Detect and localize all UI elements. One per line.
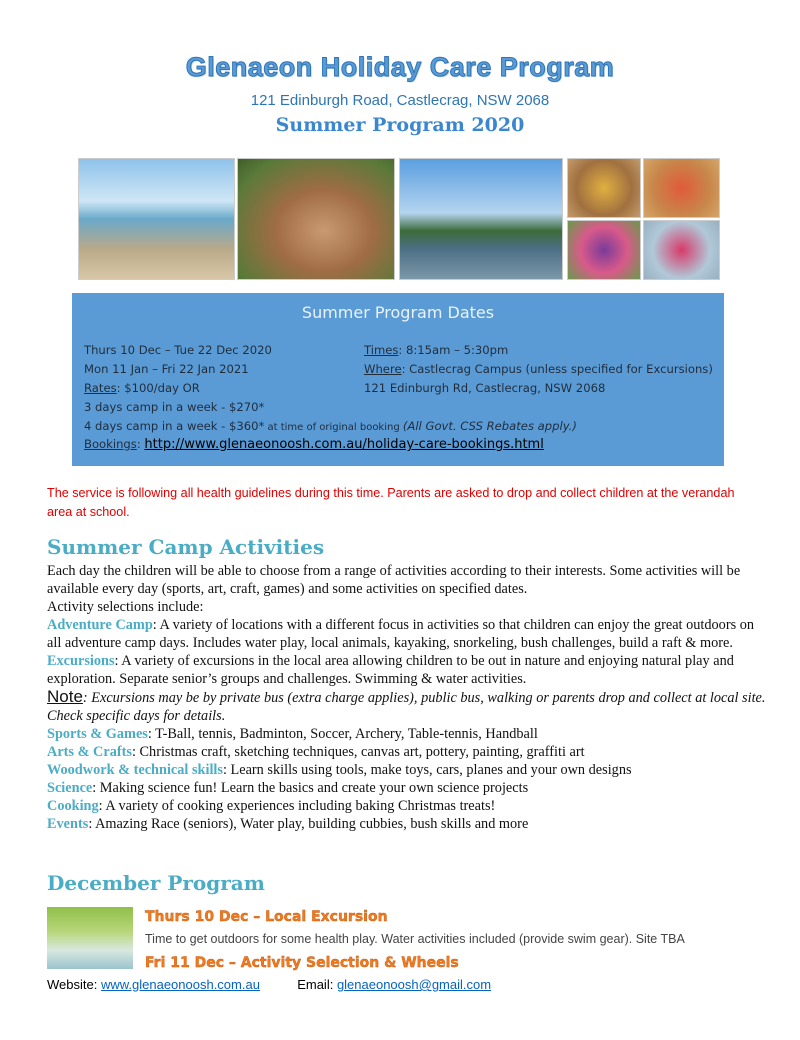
times-value: : 8:15am – 5:30pm — [398, 343, 509, 357]
beach-photo — [78, 158, 235, 280]
activity-name: Arts & Crafts — [47, 744, 132, 760]
where-value: : Castlecrag Campus (unless specified for Excursions) — [401, 362, 713, 376]
where — [364, 362, 713, 376]
website-label: Website: — [47, 977, 101, 992]
email-label: Email: — [297, 977, 337, 992]
rate-4-days — [84, 419, 577, 433]
activity-desc: : A variety of excursions in the local area allowing children to be out in nature and enjoying natural play and exploration. Separate senior’s groups and challenges. Swimming & water activities. — [47, 653, 734, 687]
activity-excursions — [47, 652, 767, 688]
activity-name: Events — [47, 816, 89, 832]
event-1-title: Thurs 10 Dec – Local Excursion — [145, 909, 388, 925]
website-link[interactable]: www.glenaeonoosh.com.au — [100, 977, 260, 992]
craft-photo-4 — [643, 220, 720, 280]
subtitle: Summer Program 2020 — [275, 114, 525, 136]
event-2-title: Fri 11 Dec – Activity Selection & Wheels — [145, 955, 459, 971]
where-address: 121 Edinburgh Rd, Castlecrag, NSW 2068 — [364, 381, 606, 395]
excursion-note — [47, 688, 767, 725]
times — [364, 343, 508, 357]
bookings-link[interactable]: http://www.glenaeonoosh.com.au/holiday-care-bookings.html — [144, 437, 544, 452]
activity-name: Science — [47, 780, 93, 796]
activities-heading: Summer Camp Activities — [47, 535, 325, 559]
activity-adventure-camp — [47, 616, 767, 652]
craft-photo-3 — [567, 220, 641, 280]
intro-selections: Activity selections include: — [47, 599, 204, 615]
rate-4-note: at time of original booking — [264, 422, 403, 433]
where-label: Where — [364, 362, 402, 376]
date-range-1: Thurs 10 Dec – Tue 22 Dec 2020 — [84, 343, 272, 357]
activity-desc: : Learn skills using tools, make toys, cars, planes and your own designs — [222, 762, 632, 778]
program-dates-box — [72, 293, 724, 466]
activity-desc: : Amazing Race (seniors), Water play, building cubbies, bush skills and more — [88, 816, 529, 832]
times-label: Times — [364, 343, 399, 357]
december-heading: December Program — [47, 871, 265, 895]
activity-desc: : T-Ball, tennis, Badminton, Soccer, Archery, Table-tennis, Handball — [147, 726, 538, 742]
page-title: Glenaeon Holiday Care Program — [185, 52, 615, 82]
note-label: Note — [47, 687, 83, 706]
date-range-2: Mon 11 Jan – Fri 22 Jan 2021 — [84, 362, 249, 376]
health-notice: The service is following all health guidelines during this time. Parents are asked to drop and collect children at the verandah area at school. — [47, 486, 735, 519]
email-link[interactable]: glenaeonoosh@gmail.com — [336, 977, 492, 992]
craft-photo-1 — [567, 158, 641, 218]
rates-label: Rates — [84, 381, 117, 395]
activity-desc: : Making science fun! Learn the basics and create your own science projects — [92, 780, 529, 796]
note-text: : Excursions may be by private bus (extra charge applies), public bus, walking or parents drop and collect at local site. Check specific days for details. — [47, 690, 766, 724]
activity-name: Woodwork & technical skills — [47, 762, 223, 778]
activity-name: Sports & Games — [47, 726, 148, 742]
pottery-photo — [237, 158, 395, 280]
rates-value: : $100/day OR — [116, 381, 200, 395]
rates — [84, 381, 200, 395]
box-heading: Summer Program Dates — [301, 303, 495, 322]
activity-name: Excursions — [47, 653, 115, 669]
intro-text: Each day the children will be able to choose from a range of activities according to their interests. Some activities will be available every day (sports, art, craft, games) and some activities on specified dates. — [47, 563, 741, 597]
activities-body — [47, 562, 767, 833]
craft-photo-2 — [643, 158, 720, 218]
activity-name: Adventure Camp — [47, 617, 153, 633]
activity-name: Cooking — [47, 798, 99, 814]
activity-woodwork — [47, 761, 767, 779]
footer — [47, 977, 491, 992]
rate-4-value: 4 days camp in a week - $360* — [84, 419, 265, 433]
activity-desc: : A variety of locations with a different focus in activities so that children can enjoy the great outdoors on all adventure camp days. Includes water play, local animals, kayaking, snorkeling, bush challenges, build a raft & more. — [47, 617, 755, 651]
bookings: Bookings: http://www.glenaeonoosh.com.au/holiday-care-bookings.html — [84, 437, 544, 452]
address: 121 Edinburgh Road, Castlecrag, NSW 2068 — [250, 92, 550, 109]
rate-3-days: 3 days camp in a week - $270* — [84, 400, 265, 414]
event-1-description: Time to get outdoors for some health play. Water activities included (provide swim gear). Site TBA — [145, 932, 685, 946]
water-play-photo — [47, 907, 133, 969]
lake-photo — [399, 158, 563, 280]
bookings-label: Bookings — [84, 437, 137, 451]
activity-events — [47, 815, 767, 833]
activity-cooking — [47, 797, 767, 815]
activity-desc: : Christmas craft, sketching techniques, canvas art, pottery, painting, graffiti art — [131, 744, 585, 760]
activity-desc: : A variety of cooking experiences including baking Christmas treats! — [98, 798, 496, 814]
activity-science — [47, 779, 767, 797]
rebates-note: (All Govt. CSS Rebates apply.) — [402, 419, 577, 433]
activity-arts — [47, 743, 767, 761]
activity-sports — [47, 725, 767, 743]
